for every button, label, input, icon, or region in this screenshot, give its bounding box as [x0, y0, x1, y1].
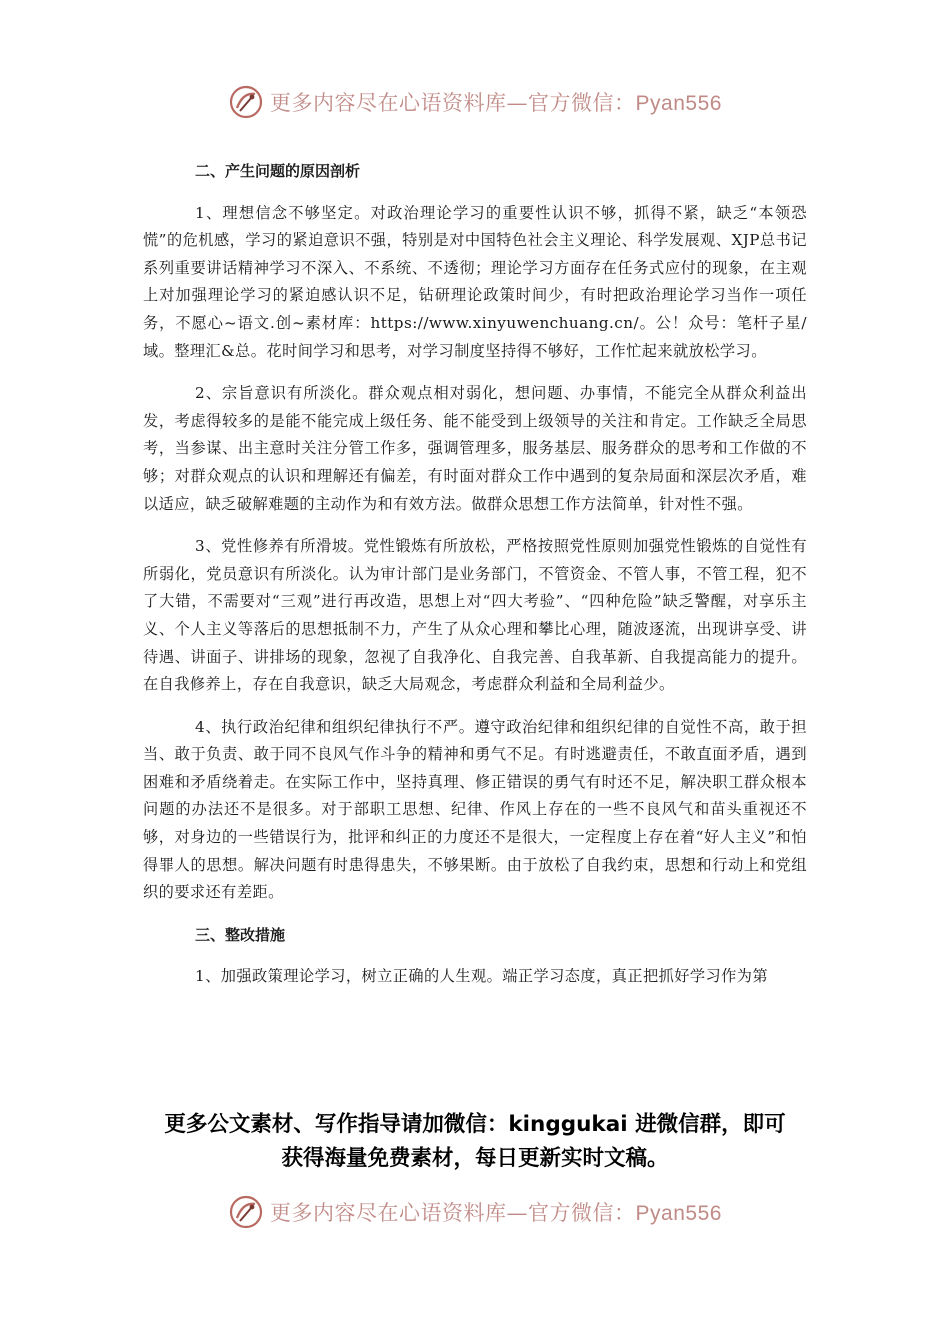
promo-line-2: 获得海量免费素材，每日更新实时文稿。	[281, 1146, 669, 1171]
library-logo-icon	[228, 84, 264, 120]
banner-handle: Pyan556	[635, 92, 722, 115]
footer-banner	[0, 1188, 950, 1236]
paragraph-3: 3、党性修养有所滑坡。党性锻炼有所放松，严格按照党性原则加强党性锻炼的自觉性有所弱化，党员意识有所淡化。认为审计部门是业务部门，不管资金、不管人事，不管工程，犯不了大错，不需要对“三观”进行再改造，思想上对“四大考验”、“四种危险”缺乏警醒，对享乐主义、个人主义等落后的思想抵制不力，产生了从众心理和攀比心理，随波逐流，出现讲享受、讲待遇、讲面子、讲排场的现象，忽视了自我净化、自我完善、自我革新、自我提高能力的提升。在自我修养上，存在自我意识，缺乏大局观念，考虑群众利益和全局利益少。	[143, 537, 807, 694]
document-body	[143, 158, 807, 991]
section-heading-causes: 二、产生问题的原因剖析	[195, 162, 361, 180]
banner-text: 更多内容尽在心语资料库—官方微信：Pyan556	[270, 1201, 722, 1225]
promo-line-1: 更多公文素材、写作指导请加微信：kinggukai 进微信群，即可	[164, 1112, 786, 1137]
library-logo-icon	[228, 1194, 264, 1230]
promo-notice	[0, 1108, 950, 1176]
banner-handle: Pyan556	[635, 1202, 722, 1225]
paragraph-2: 2、宗旨意识有所淡化。群众观点相对弱化，想问题、办事情，不能完全从群众利益出发，考虑得较多的是能不能完成上级任务、能不能受到上级领导的关注和肯定。工作缺乏全局思考，当参谋、出主意时关注分管工作多，强调管理多，服务基层、服务群众的思考和工作做的不够；对群众观点的认识和理解还有偏差，有时面对群众工作中遇到的复杂局面和深层次矛盾，难以适应，缺乏破解难题的主动作为和有效方法。做群众思想工作方法简单，针对性不强。	[143, 384, 807, 513]
header-banner	[0, 78, 950, 126]
banner-text: 更多内容尽在心语资料库—官方微信：Pyan556	[270, 91, 722, 115]
paragraph-4: 4、执行政治纪律和组织纪律执行不严。遵守政治纪律和组织纪律的自觉性不高，敢于担当、敢于负责、敢于同不良风气作斗争的精神和勇气不足。有时逃避责任，不敢直面矛盾，遇到困难和矛盾绕着走。在实际工作中，坚持真理、修正错误的勇气有时还不足，解决职工群众根本问题的办法还不是很多。对于部职工思想、纪律、作风上存在的一些不良风气和苗头重视还不够，对身边的一些错误行为，批评和纠正的力度还不是很大，一定程度上存在着“好人主义”和怕得罪人的思想。解决问题有时患得患失，不够果断。由于放松了自我约束，思想和行动上和党组织的要求还有差距。	[143, 717, 807, 902]
section-heading-measures: 三、整改措施	[195, 925, 286, 944]
paragraph-5: 1、加强政策理论学习，树立正确的人生观。端正学习态度，真正把抓好学习作为第	[195, 967, 769, 986]
paragraph-1: 1、理想信念不够坚定。对政治理论学习的重要性认识不够，抓得不紧，缺乏“本领恐慌”的危机感，学习的紧迫意识不强，特别是对中国特色社会主义理论、科学发展观、XJP总书记系列重要讲话精神学习不深入、不系统、不透彻；理论学习方面存在任务式应付的现象，在主观上对加强理论学习的紧迫感认识不足，钻研理论政策时间少，有时把政治理论学习当作一项任务，不愿心~语文.创~素材库：https://www.xinyuwenchuang.cn/。公！众号：笔杆子星/域。整理汇&总。花时间学习和思考，对学习制度坚持得不够好，工作忙起来就放松学习。	[143, 203, 807, 360]
